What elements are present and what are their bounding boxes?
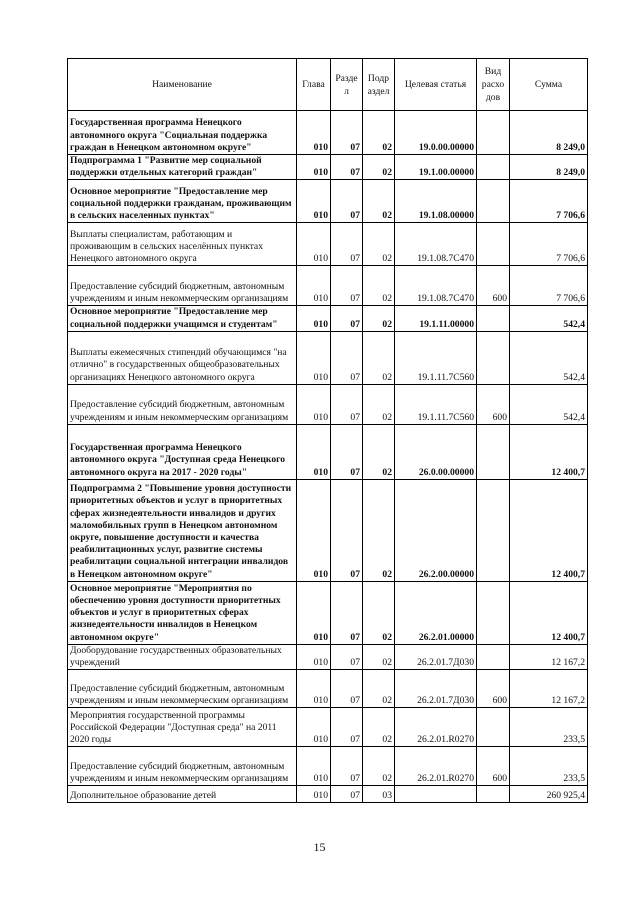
row-target: 19.1.08.7С470 <box>395 266 477 306</box>
row-target: 19.1.11.00000 <box>395 306 477 331</box>
row-sum: 8 249,0 <box>510 111 588 155</box>
table-row <box>68 384 588 424</box>
row-sum: 260 925,4 <box>510 786 588 803</box>
row-podrazdel: 02 <box>363 223 395 266</box>
row-name: Выплаты ежемесячных стипендий обучающимся "на отлично" в государственных общеобразовательных организациях Ненецкого автономного округа <box>68 331 297 384</box>
row-podrazdel: 02 <box>363 155 395 180</box>
row-sum: 12 400,7 <box>510 424 588 479</box>
row-target: 26.2.01.R0270 <box>395 708 477 747</box>
row-razdel: 07 <box>331 479 363 581</box>
row-vid <box>477 306 510 331</box>
row-razdel: 07 <box>331 111 363 155</box>
row-razdel: 07 <box>331 786 363 803</box>
row-name: Подпрограмма 1 "Развитие мер социальной поддержки отдельных категорий граждан" <box>68 155 297 180</box>
row-vid <box>477 223 510 266</box>
row-glava: 010 <box>297 266 331 306</box>
row-glava: 010 <box>297 384 331 424</box>
row-sum: 542,4 <box>510 384 588 424</box>
row-podrazdel: 02 <box>363 581 395 644</box>
row-vid <box>477 644 510 669</box>
row-name: Государственная программа Ненецкого автономного округа "Социальная поддержка граждан в Ненецком автономном округе" <box>68 111 297 155</box>
row-podrazdel: 02 <box>363 479 395 581</box>
row-name: Предоставление субсидий бюджетным, автономным учреждениям и иным некоммерческим организациям <box>68 670 297 708</box>
row-target: 26.2.01.00000 <box>395 581 477 644</box>
row-glava: 010 <box>297 223 331 266</box>
row-glava: 010 <box>297 747 331 786</box>
row-podrazdel: 02 <box>363 644 395 669</box>
row-vid: 600 <box>477 266 510 306</box>
row-vid <box>477 581 510 644</box>
row-glava: 010 <box>297 424 331 479</box>
table-row <box>68 747 588 786</box>
row-vid <box>477 155 510 180</box>
row-razdel: 07 <box>331 331 363 384</box>
table-row <box>68 266 588 306</box>
row-razdel: 07 <box>331 180 363 223</box>
row-vid <box>477 331 510 384</box>
row-vid: 600 <box>477 670 510 708</box>
row-razdel: 07 <box>331 384 363 424</box>
row-name: Предоставление субсидий бюджетным, автономным учреждениям и иным некоммерческим организациям <box>68 747 297 786</box>
row-sum: 542,4 <box>510 306 588 331</box>
col-header-sum: Сумма <box>510 59 588 111</box>
table-row <box>68 306 588 331</box>
row-sum: 233,5 <box>510 747 588 786</box>
row-vid <box>477 708 510 747</box>
row-sum: 7 706,6 <box>510 266 588 306</box>
table-row <box>68 155 588 180</box>
row-razdel: 07 <box>331 708 363 747</box>
row-podrazdel: 02 <box>363 424 395 479</box>
row-sum: 8 249,0 <box>510 155 588 180</box>
row-vid: 600 <box>477 747 510 786</box>
row-sum: 7 706,6 <box>510 180 588 223</box>
row-name: Основное мероприятие "Мероприятия по обеспечению уровня доступности приоритетных объектов и услуг в приоритетных сферах жизнедеятельности инвалидов в Ненецком автономном округе" <box>68 581 297 644</box>
table-row <box>68 644 588 669</box>
row-name: Выплаты специалистам, работающим и проживающим в сельских населённых пунктах Ненецкого автономного округа <box>68 223 297 266</box>
row-sum: 233,5 <box>510 708 588 747</box>
row-razdel: 07 <box>331 644 363 669</box>
row-name: Основное мероприятие "Предоставление мер социальной поддержки учащимся и студентам" <box>68 306 297 331</box>
row-target: 19.1.08.00000 <box>395 180 477 223</box>
table-row <box>68 581 588 644</box>
row-target: 26.2.01.7Д030 <box>395 644 477 669</box>
row-razdel: 07 <box>331 581 363 644</box>
table-row <box>68 223 588 266</box>
row-name: Предоставление субсидий бюджетным, автономным учреждениям и иным некоммерческим организациям <box>68 266 297 306</box>
row-sum: 12 167,2 <box>510 670 588 708</box>
row-razdel: 07 <box>331 266 363 306</box>
row-sum: 542,4 <box>510 331 588 384</box>
row-target: 26.2.00.00000 <box>395 479 477 581</box>
row-target: 19.1.11.7С560 <box>395 331 477 384</box>
row-vid <box>477 111 510 155</box>
row-target: 19.0.00.00000 <box>395 111 477 155</box>
col-header-name: Наименование <box>68 59 297 111</box>
row-podrazdel: 02 <box>363 180 395 223</box>
row-name: Основное мероприятие "Предоставление мер социальной поддержки гражданам, проживающим в сельских населенных пунктах" <box>68 180 297 223</box>
row-target <box>395 786 477 803</box>
row-glava: 010 <box>297 180 331 223</box>
table-row <box>68 670 588 708</box>
table-row <box>68 479 588 581</box>
row-glava: 010 <box>297 479 331 581</box>
row-glava: 010 <box>297 111 331 155</box>
row-glava: 010 <box>297 581 331 644</box>
col-header-razdel: Разде л <box>331 59 363 111</box>
page-number: 15 <box>313 840 326 854</box>
row-podrazdel: 02 <box>363 747 395 786</box>
table-row <box>68 331 588 384</box>
budget-table <box>67 58 588 803</box>
row-razdel: 07 <box>331 306 363 331</box>
col-header-target: Целевая статья <box>395 59 477 111</box>
col-header-vid: Вид расхо дов <box>477 59 510 111</box>
row-name: Государственная программа Ненецкого автономного округа "Доступная среда Ненецкого автономного округа на 2017 - 2020 годы" <box>68 424 297 479</box>
row-target: 19.1.11.7С560 <box>395 384 477 424</box>
row-vid <box>477 479 510 581</box>
row-podrazdel: 02 <box>363 384 395 424</box>
row-sum: 12 167,2 <box>510 644 588 669</box>
row-glava: 010 <box>297 786 331 803</box>
row-glava: 010 <box>297 331 331 384</box>
row-vid: 600 <box>477 384 510 424</box>
row-target: 26.2.01.7Д030 <box>395 670 477 708</box>
row-vid <box>477 786 510 803</box>
table-row <box>68 180 588 223</box>
row-name: Дооборудование государственных образовательных учреждений <box>68 644 297 669</box>
row-razdel: 07 <box>331 223 363 266</box>
table-row <box>68 708 588 747</box>
row-podrazdel: 02 <box>363 670 395 708</box>
row-target: 26.2.01.R0270 <box>395 747 477 786</box>
row-podrazdel: 03 <box>363 786 395 803</box>
row-target: 26.0.00.00000 <box>395 424 477 479</box>
row-razdel: 07 <box>331 747 363 786</box>
row-glava: 010 <box>297 670 331 708</box>
row-target: 19.1.08.7С470 <box>395 223 477 266</box>
row-razdel: 07 <box>331 155 363 180</box>
row-razdel: 07 <box>331 424 363 479</box>
row-name: Предоставление субсидий бюджетным, автономным учреждениям и иным некоммерческим организациям <box>68 384 297 424</box>
row-glava: 010 <box>297 155 331 180</box>
row-target: 19.1.00.00000 <box>395 155 477 180</box>
row-vid <box>477 180 510 223</box>
row-sum: 12 400,7 <box>510 581 588 644</box>
table-row <box>68 424 588 479</box>
row-podrazdel: 02 <box>363 331 395 384</box>
table-row <box>68 786 588 803</box>
row-name: Подпрограмма 2 "Повышение уровня доступности приоритетных объектов и услуг в приоритетных сферах жизнедеятельности инвалидов и других маломобильных групп в Ненецком автономном округе, повышение доступности и качества реабилитационных услуг, развитие системы реабилитации социальной интеграции инвалидов в Ненецком автономном округе" <box>68 479 297 581</box>
row-glava: 010 <box>297 708 331 747</box>
row-podrazdel: 02 <box>363 111 395 155</box>
row-glava: 010 <box>297 644 331 669</box>
header-row <box>68 59 588 111</box>
row-sum: 7 706,6 <box>510 223 588 266</box>
col-header-podrazdel: Подр аздел <box>363 59 395 111</box>
row-podrazdel: 02 <box>363 306 395 331</box>
row-name: Мероприятия государственной программы Российской Федерации "Доступная среда" на 2011 2020 годы <box>68 708 297 747</box>
row-razdel: 07 <box>331 670 363 708</box>
row-glava: 010 <box>297 306 331 331</box>
row-sum: 12 400,7 <box>510 479 588 581</box>
col-header-glava: Глава <box>297 59 331 111</box>
table-row <box>68 111 588 155</box>
row-podrazdel: 02 <box>363 266 395 306</box>
row-name: Дополнительное образование детей <box>68 786 297 803</box>
row-vid <box>477 424 510 479</box>
row-podrazdel: 02 <box>363 708 395 747</box>
